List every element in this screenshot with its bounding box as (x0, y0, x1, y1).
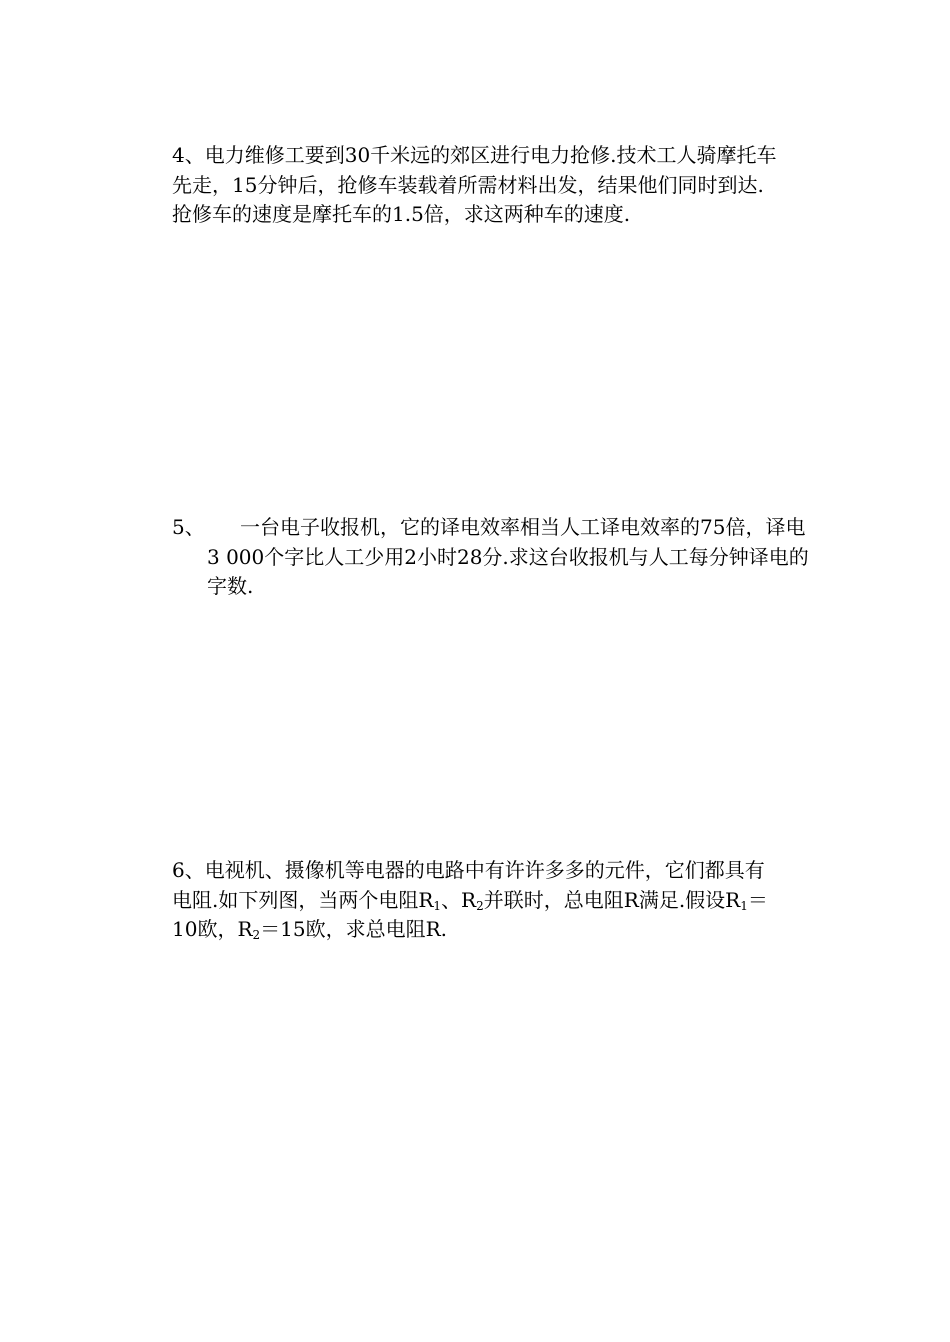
problem-6 (172, 856, 782, 945)
subscript: 1 (740, 898, 748, 913)
problem-number: 4、 (172, 143, 205, 167)
problem-4 (172, 141, 782, 230)
problem-text-part: 、R (441, 887, 477, 912)
problem-text: 一台电子收报机，它的译电效率相当人工译电效率的75倍，译电3 000个字比人工少用2小时28分.求这台收报机与人工每分钟译电的字数. (207, 515, 809, 598)
problem-text-part: ＝10欧，R (172, 887, 768, 941)
problem-text-part: 电视机、摄像机等电器的电路中有许许多多的元件，它们都具有电阻.如下列图，当两个电阻R (172, 858, 765, 912)
problem-text-part: 并联时，总电阻R满足.假设R (483, 887, 741, 912)
subscript: 2 (252, 928, 261, 942)
problem-text: 电力维修工要到30千米远的郊区进行电力抢修.技术工人骑摩托车先走，15分钟后，抢修车装载着所需材料出发，结果他们同时到达.抢修车的速度是摩托车的1.5倍，求这两种车的速度. (172, 143, 777, 226)
problem-text-part: ＝15欧，求总电阻R. (260, 917, 448, 941)
problem-number: 5、 (172, 515, 205, 539)
problem-5 (172, 513, 817, 602)
subscript: 1 (433, 898, 442, 913)
problem-number: 6、 (172, 858, 205, 882)
subscript: 2 (476, 898, 484, 913)
